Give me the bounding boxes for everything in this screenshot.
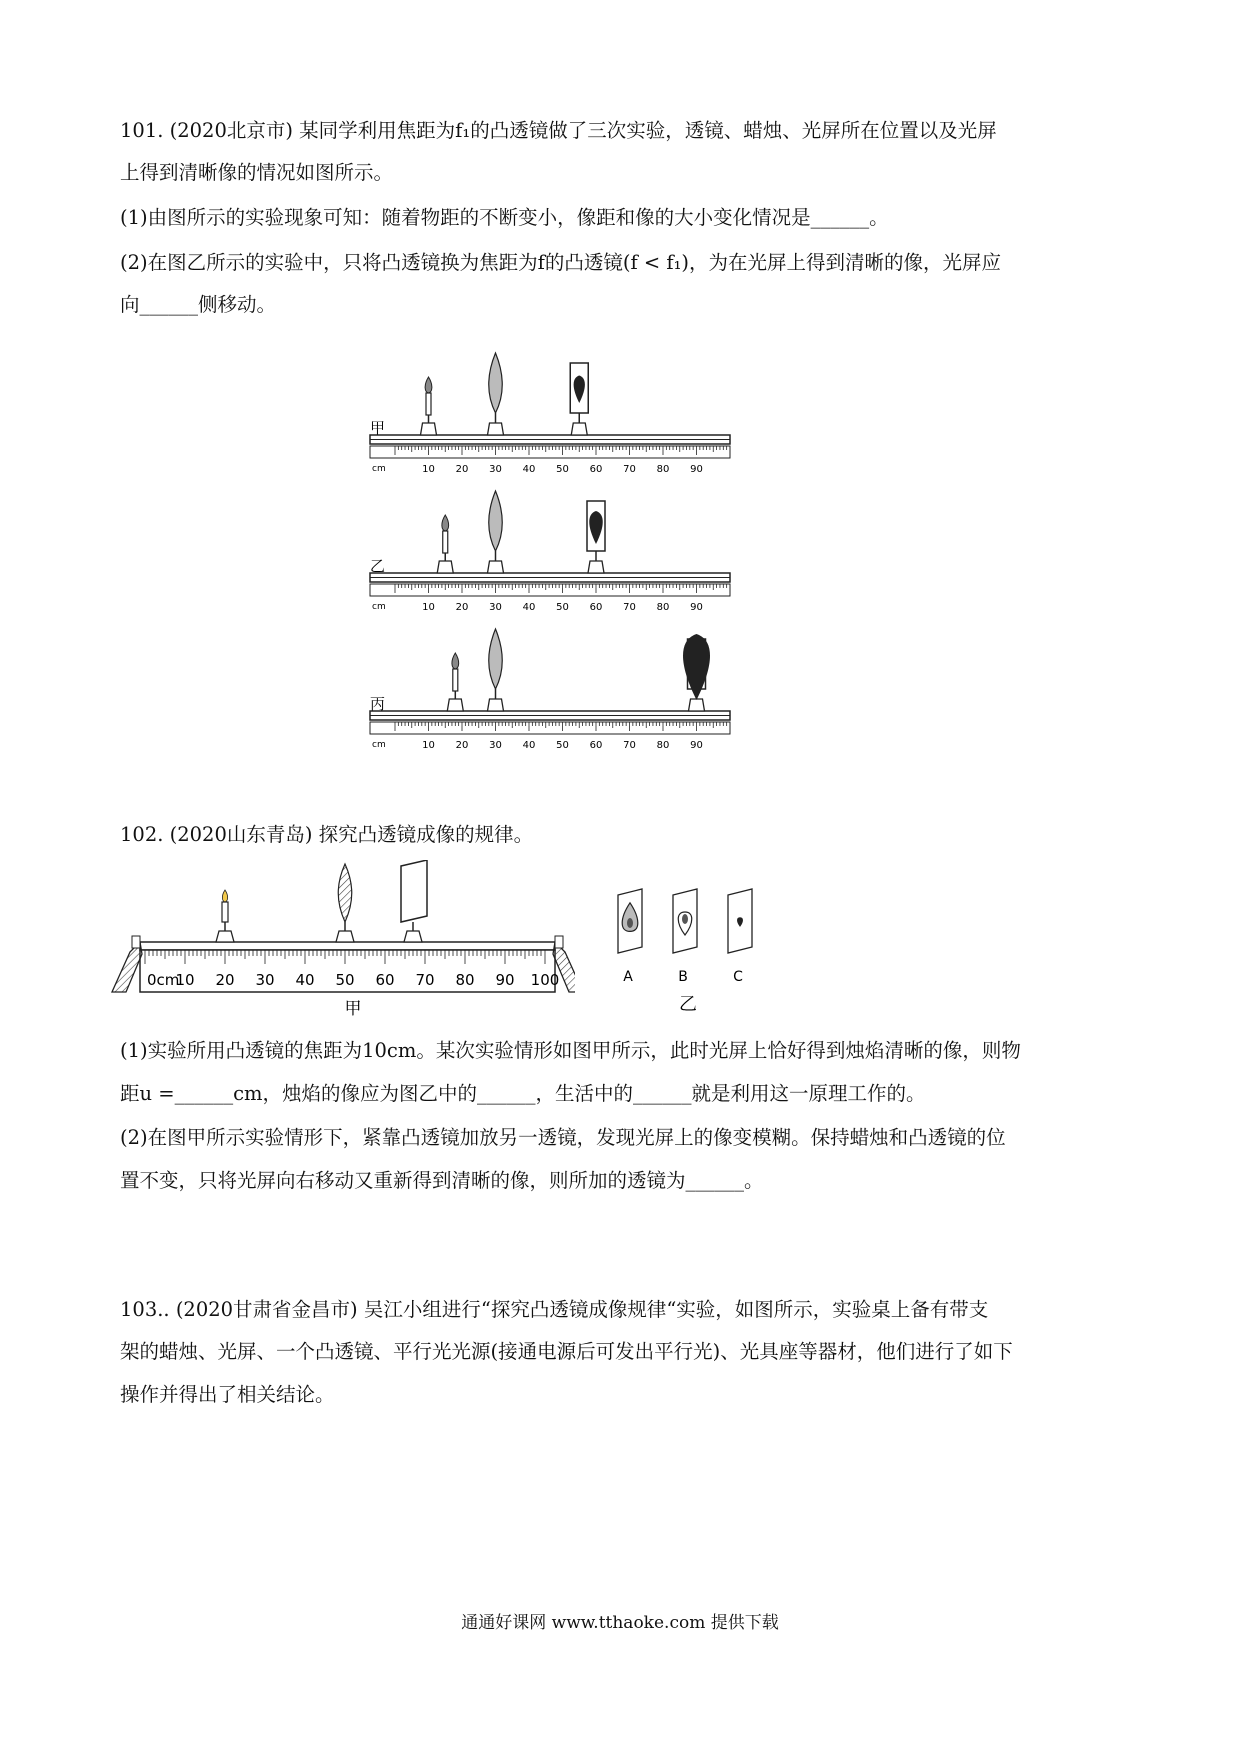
holder-base [488,699,504,711]
ruler-unit-label: cm [372,740,386,750]
holder-base [404,931,422,942]
convex-lens [489,353,503,413]
option-label-A: A [623,969,633,985]
page-footer: 通通好课网 www.tthaoke.com 提供下载 [461,1613,779,1633]
candle-flame [452,653,459,669]
ruler-tick-label: 80 [656,740,670,750]
bench-row-1 [370,353,730,475]
convex-lens [489,629,503,689]
ruler-tick-label: 20 [215,971,235,989]
holder-base [421,423,437,435]
convex-lens [489,491,503,551]
holder-base [447,699,463,711]
left-end-block [132,936,140,948]
ruler-tick-label: 20 [455,740,469,750]
bench-row-3 [370,629,730,750]
ruler-unit-label: cm [372,602,386,612]
q101-line-2: 上得到清晰像的情况如图所示。 [120,161,394,184]
rail [140,942,555,950]
bench-row-2 [370,491,730,613]
q102-line-5: 置不变，只将光屏向右移动又重新得到清晰的像，则所加的透镜为______。 [120,1169,764,1192]
ruler-tick-label: 40 [522,740,536,750]
candle-flame [442,515,449,531]
inverted-image [683,634,710,700]
ruler-tick-label: 30 [489,740,502,750]
candle-body [426,393,431,415]
image-options-figure [600,885,780,1015]
ruler-tick-label: 70 [623,740,636,750]
ruler-tick-label: 40 [522,602,536,613]
ruler-tick-label: 50 [556,464,569,475]
ruler-tick-label: 10 [422,464,435,475]
holder-base [689,699,705,711]
q102-line-2: (1)实验所用凸透镜的焦距为10cm。某次实验情形如图甲所示，此时光屏上恰好得到烛焰清晰的像，则物 [120,1039,1021,1062]
ruler-tick-label: 70 [623,602,636,613]
q103-line-2: 架的蜡烛、光屏、一个凸透镜、平行光光源(接通电源后可发出平行光)、光具座等器材，他们进行了如下 [120,1340,1013,1363]
q102-line-1: 102. (2020山东青岛) 探究凸透镜成像的规律。 [120,823,534,846]
q102-line-3: 距u =______cm，烛焰的像应为图乙中的______，生活中的______就是利用这一原理工作的。 [120,1082,926,1105]
ruler-tick-label: 90 [690,740,703,750]
ruler-tick-label: 20 [455,464,469,475]
ruler-tick-label: 100 [530,971,560,989]
flame-core [682,914,688,924]
ruler-unit-label: cm [372,464,386,474]
ruler-tick-label: 50 [556,740,569,750]
figure-caption-main: 甲 [344,999,362,1019]
setup-label: 乙 [370,557,386,575]
optical-bench-figure-102 [105,860,575,1025]
holder-base [437,561,453,573]
ruler-tick-label: 70 [415,971,435,989]
light-screen [401,860,427,922]
ruler-tick-label: 10 [175,971,195,989]
convex-lens [338,864,352,922]
ruler-tick-label: 70 [623,464,636,475]
holder-base [488,561,504,573]
holder-base [336,931,354,942]
ruler-tick-label: 40 [295,971,315,989]
holder-base [216,931,234,942]
ruler-tick-label: 90 [690,464,703,475]
option-label-C: C [733,969,743,985]
candle-body [222,902,228,922]
candle-flame [222,890,227,902]
setup-label: 丙 [370,695,386,713]
ruler-tick-label: 30 [489,602,502,613]
candle-flame [425,377,432,393]
ruler-tick-label: 80 [656,464,670,475]
ruler-tick-label: 30 [489,464,502,475]
option-label-B: B [678,969,688,985]
left-leg [112,942,142,992]
ruler-tick-label: 80 [455,971,475,989]
setup-label: 甲 [370,419,386,437]
q103-line-1: 103.. (2020甘肃省金昌市) 吴江小组进行“探究凸透镜成像规律“实验，如图所示，实验桌上备有带支 [120,1298,989,1321]
ruler-tick-label: 10 [422,602,435,613]
ruler-tick-label: 40 [522,464,536,475]
ruler-tick-label: 20 [455,602,469,613]
flame-core [627,918,633,928]
ruler-tick-label: 50 [556,602,569,613]
ruler-tick-label: 30 [255,971,275,989]
ruler-tick-label: 60 [375,971,395,989]
ruler-tick-label: 0cm [147,971,180,989]
q103-line-3: 操作并得出了相关结论。 [120,1383,335,1406]
holder-base [588,561,604,573]
ruler-tick-label: 90 [495,971,515,989]
q101-line-5: 向______侧移动。 [120,293,277,316]
q101-line-4: (2)在图乙所示的实验中，只将凸透镜换为焦距为f的凸透镜(f < f₁)，为在光屏上得到清晰的像，光屏应 [120,251,1002,274]
holder-base [571,423,587,435]
q102-line-4: (2)在图甲所示实验情形下，紧靠凸透镜加放另一透镜，发现光屏上的像变模糊。保持蜡烛和凸透镜的位 [120,1126,1006,1149]
candle-body [453,669,458,691]
holder-base [488,423,504,435]
figure-caption-side: 乙 [679,994,697,1015]
q101-line-1: 101. (2020北京市) 某同学利用焦距为f₁的凸透镜做了三次实验，透镜、蜡烛、光屏所在位置以及光屏 [120,119,997,142]
ruler-tick-label: 50 [335,971,355,989]
ruler-tick-label: 60 [589,602,603,613]
optical-bench-figure-101 [360,340,740,750]
candle-body [443,531,448,553]
ruler-tick-label: 60 [589,740,603,750]
ruler-tick-label: 90 [690,602,703,613]
right-end-block [555,936,563,948]
q101-line-3: (1)由图所示的实验现象可知：随着物距的不断变小，像距和像的大小变化情况是______。 [120,206,889,229]
ruler-tick-label: 10 [422,740,435,750]
ruler-tick-label: 80 [656,602,670,613]
ruler-tick-label: 60 [589,464,603,475]
